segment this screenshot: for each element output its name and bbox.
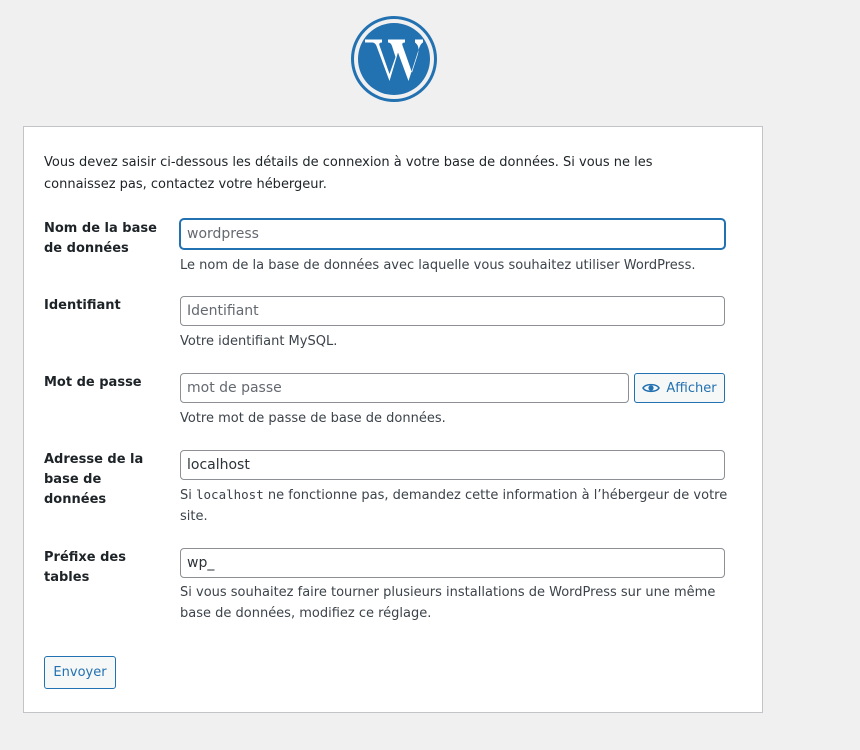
dbhost-description-code: localhost [196,487,264,502]
username-label: Identifiant [44,298,121,313]
dbhost-description [180,484,740,527]
password-input[interactable] [180,373,629,403]
submit-button[interactable]: Envoyer [44,656,116,689]
prefix-label: Préfixe des tables [44,550,126,585]
prefix-description: Si vous souhaitez faire tourner plusieurs installations de WordPress sur une même base de données, modifiez ce réglage. [180,585,716,621]
prefix-input[interactable] [180,548,725,578]
password-description: Votre mot de passe de base de données. [180,411,446,426]
dbname-description: Le nom de la base de données avec laquelle vous souhaitez utiliser WordPress. [180,258,696,273]
dbname-input[interactable] [180,219,725,249]
username-input[interactable] [180,296,725,326]
eye-icon [642,382,660,394]
dbhost-description-suffix: ne fonctionne pas, demandez cette information à l’hébergeur de votre site. [180,488,728,524]
password-label: Mot de passe [44,375,142,390]
dbname-label: Nom de la base de données [44,221,157,256]
dbhost-description-prefix: Si [180,488,196,503]
wordpress-logo-icon [351,16,437,102]
username-description: Votre identifiant MySQL. [180,334,338,349]
show-password-label: Afficher [666,380,717,396]
dbhost-input[interactable] [180,450,725,480]
setup-config-panel [23,126,763,713]
show-password-button[interactable] [634,373,725,403]
intro-text: Vous devez saisir ci-dessous les détails de connexion à votre base de données. Si vous ne les connaissez pas, contactez votre hébergeur. [44,155,653,192]
dbhost-label: Adresse de la base de données [44,452,144,507]
